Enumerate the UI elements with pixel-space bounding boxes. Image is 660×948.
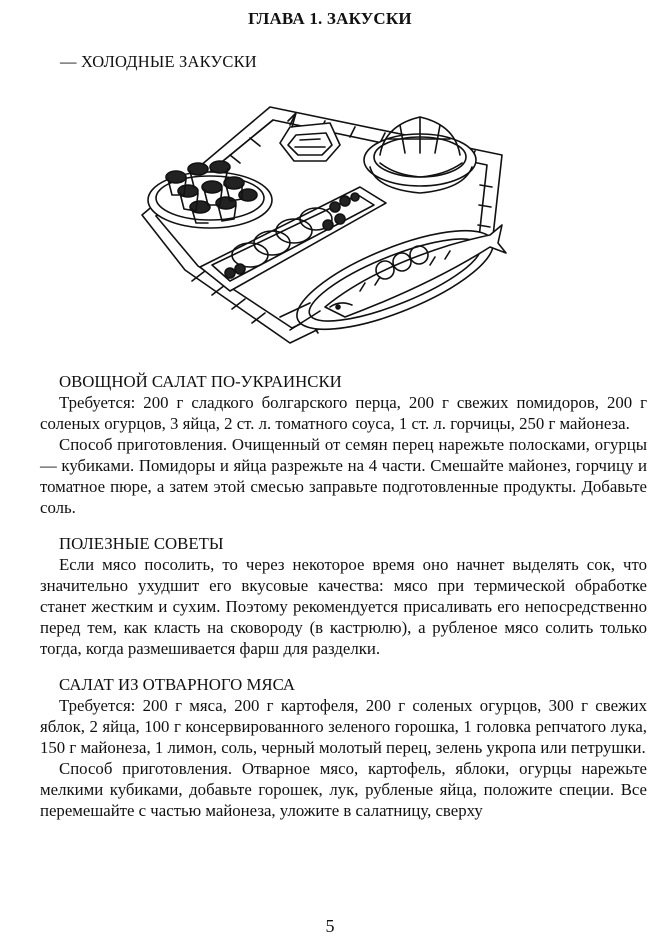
- chapter-title: ГЛАВА 1. ЗАКУСКИ: [248, 9, 412, 28]
- salad-bowl-drawing: [364, 117, 476, 193]
- recipe-heading-ukrainian-salad: ОВОЩНОЙ САЛАТ ПО-УКРАИНСКИ: [59, 372, 342, 391]
- tips-heading: ПОЛЕЗНЫЕ СОВЕТЫ: [59, 534, 224, 553]
- page-content: [40, 371, 647, 821]
- appetizers-platter-illustration: [130, 95, 510, 350]
- tips-text: Если мясо посолить, то через некоторое время оно начнет выделять сок, что значительно ухудшит его вкусовые качества: мясо при термической обработке станет жестким и сухим. Поэтому рекомендуется присаливать его непосредственно перед тем, как класть на сковороду (в кастрюлю), а рубленое мясо солить только тогда, когда размешивается фарш для разделки.: [40, 555, 647, 658]
- section-title: — ХОЛОДНЫЕ ЗАКУСКИ: [60, 52, 257, 71]
- recipe-ingredients-ukrainian-salad: Требуется: 200 г сладкого болгарского перца, 200 г свежих помидоров, 200 г соленых огурцов, 3 яйца, 2 ст. л. томатного соуса, 1 ст. л. горчицы, 250 г майонеза.: [40, 393, 647, 433]
- recipe-method-boiled-meat-salad: Способ приготовления. Отварное мясо, картофель, яблоки, огурцы нарежьте мелкими кубиками, добавьте горошек, лук, рубленые яйца, положите специи. Все перемешайте с частью майонеза, уложите в салатницу, сверху: [40, 759, 647, 820]
- recipe-method-ukrainian-salad: Способ приготовления. Очищенный от семян перец нарежьте полосками, огурцы — кубиками. Помидоры и яйца разрежьте на 4 части. Смешайте майонез, горчицу и томатное пюре, а затем этой смесью заправьте подготовленные продукты. Добавьте соль.: [40, 435, 647, 517]
- recipe-heading-boiled-meat-salad: САЛАТ ИЗ ОТВАРНОГО МЯСА: [59, 675, 296, 694]
- recipe-ingredients-boiled-meat-salad: Требуется: 200 г мяса, 200 г картофеля, 200 г соленых огурцов, 300 г свежих яблок, 2 яйца, 100 г консервированного зеленого горошка, 1 головка репчатого лука, 150 г майонеза, 1 лимон, соль, черный молотый перец, зелень укропа или петрушки.: [40, 696, 647, 757]
- page-number: 5: [325, 916, 335, 936]
